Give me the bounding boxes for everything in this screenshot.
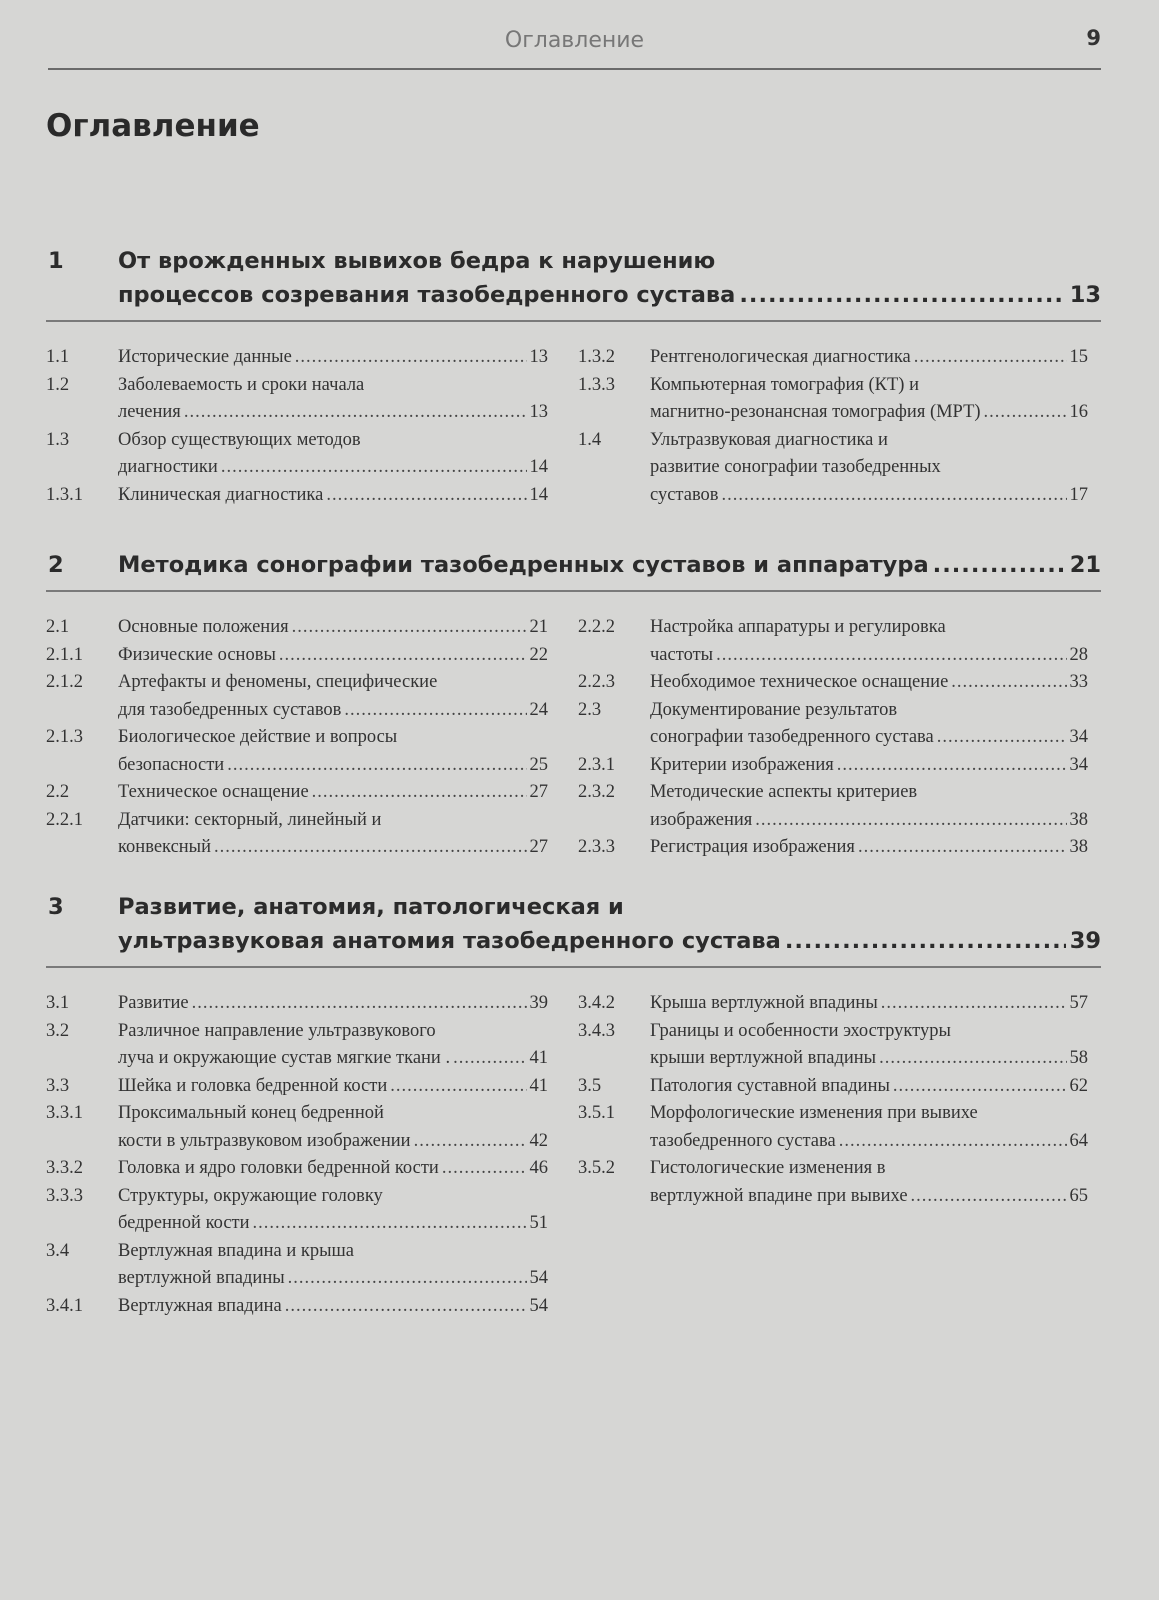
entry-title-text: Границы и особенности эхоструктуры <box>650 1020 951 1041</box>
chapter-title-line <box>118 924 1101 958</box>
entry-line <box>118 1073 548 1101</box>
entry-page: 27 <box>529 837 548 857</box>
toc-column-right <box>578 344 1088 509</box>
entry-page: 62 <box>1069 1075 1088 1096</box>
entry-body <box>118 779 548 807</box>
entry-line <box>118 372 548 400</box>
entry-number: 2.3 <box>578 699 602 720</box>
entry-title-text: Ультразвуковая диагностика и <box>650 429 888 450</box>
toc-entry[interactable] <box>46 1155 548 1183</box>
entry-body <box>118 427 548 482</box>
entry-title-text: Основные положения <box>118 617 289 637</box>
dot-leader <box>893 1073 1067 1101</box>
chapter-2 <box>46 548 1101 857</box>
entry-page: 25 <box>529 754 548 775</box>
toc-entry[interactable] <box>46 1183 548 1238</box>
entry-page: 16 <box>1069 402 1088 422</box>
toc-entry[interactable] <box>46 642 548 670</box>
toc-entry[interactable] <box>46 614 548 642</box>
entry-title-text: Структуры, окружающие головку <box>118 1185 383 1206</box>
entry-number: 3.3.3 <box>46 1185 83 1206</box>
entry-number: 1.3 <box>46 429 70 450</box>
entry-number: 2.1.1 <box>46 644 83 665</box>
entry-body <box>650 752 1088 780</box>
entry-title-text: крыши вертлужной впадины <box>650 1048 877 1068</box>
entry-number: 3.4.1 <box>46 1295 83 1316</box>
entry-number: 3.3 <box>46 1075 70 1096</box>
entry-number: 2.2.3 <box>578 672 615 692</box>
entry-title-text: частоты <box>650 644 714 665</box>
entry-title-text: лечения <box>118 402 181 422</box>
toc-entry[interactable] <box>578 614 1088 669</box>
entry-title-text: Развитие <box>118 993 189 1013</box>
entry-number: 1.3.2 <box>578 347 615 367</box>
entry-page: 54 <box>529 1268 548 1288</box>
dot-leader <box>285 1293 527 1321</box>
entry-page: 54 <box>529 1295 548 1316</box>
dot-leader <box>192 990 527 1018</box>
dot-leader <box>933 548 1066 582</box>
entry-title-text: Шейка и головка бедренной кости <box>118 1075 388 1096</box>
dot-leader <box>312 779 527 807</box>
entry-page: 17 <box>1069 484 1088 505</box>
entry-title-text: Гистологические изменения в <box>650 1158 886 1178</box>
page-number: 9 <box>1086 26 1101 50</box>
entry-title-text: тазобедренного сустава <box>650 1130 836 1151</box>
entry-body <box>650 427 1088 510</box>
entry-number: 3.4 <box>46 1240 70 1261</box>
entry-page: 39 <box>529 993 548 1013</box>
entry-number: 2.1 <box>46 617 70 637</box>
entry-line <box>650 752 1088 780</box>
chapter-page: 13 <box>1069 282 1101 308</box>
entry-line <box>118 697 548 725</box>
entry-line <box>118 1265 548 1293</box>
entry-line <box>650 1155 1088 1183</box>
entry-line <box>118 1128 548 1156</box>
entry-line <box>650 614 1088 642</box>
toc-entry[interactable] <box>578 1100 1088 1155</box>
toc-entry[interactable] <box>46 990 548 1018</box>
entry-body <box>118 990 548 1018</box>
entry-line <box>650 990 1088 1018</box>
entry-body <box>650 834 1088 862</box>
dot-leader <box>881 990 1067 1018</box>
toc-entry[interactable] <box>578 344 1088 372</box>
entry-line <box>650 482 1088 510</box>
entry-number: 3.5.1 <box>578 1103 615 1123</box>
entry-title-text: Регистрация изображения <box>650 837 855 857</box>
entry-body <box>650 697 1088 752</box>
chapter-title-text: Развитие, анатомия, патологическая и <box>118 894 624 920</box>
entry-line <box>118 482 548 510</box>
entry-number: 2.3.2 <box>578 782 615 802</box>
entry-page: 42 <box>529 1130 548 1151</box>
chapter-page: 39 <box>1069 928 1101 954</box>
entry-line <box>118 1018 548 1046</box>
dot-leader <box>292 614 527 642</box>
entry-page: 34 <box>1069 727 1088 747</box>
dot-leader <box>911 1183 1067 1211</box>
entry-number: 2.1.3 <box>46 727 83 747</box>
chapter-title-text: процессов созревания тазобедренного сустава <box>118 282 736 308</box>
dot-leader <box>722 482 1067 510</box>
toc-entry[interactable] <box>46 482 548 510</box>
chapter-title-text: ультразвуковая анатомия тазобедренного сустава <box>118 928 781 954</box>
dot-leader <box>214 834 526 862</box>
entry-line <box>118 1100 548 1128</box>
entry-page: 33 <box>1069 672 1088 692</box>
entry-body <box>118 807 548 862</box>
chapter-number: 2 <box>48 552 64 578</box>
entry-number: 1.3.3 <box>578 374 615 395</box>
entry-title-text: Исторические данные <box>118 347 292 367</box>
entry-title-text: Методические аспекты критериев <box>650 782 918 802</box>
entry-body <box>118 1293 548 1321</box>
entry-body <box>650 372 1088 427</box>
entry-body <box>118 482 548 510</box>
entry-title-text: Морфологические изменения при вывихе <box>650 1103 978 1123</box>
entry-line <box>650 399 1088 427</box>
entry-body <box>118 614 548 642</box>
toc-title: Оглавление <box>46 108 260 144</box>
entry-title-text: Датчики: секторный, линейный и <box>118 809 382 830</box>
dot-leader <box>184 399 527 427</box>
entry-title-text: Рентгенологическая диагностика <box>650 347 911 367</box>
entry-number: 2.3.3 <box>578 837 615 857</box>
dot-leader <box>279 642 527 670</box>
toc-entry[interactable] <box>578 1018 1088 1073</box>
chapter-title-line <box>118 278 1101 312</box>
entry-number: 3.5 <box>578 1075 602 1096</box>
entry-body <box>118 1018 548 1073</box>
dot-leader <box>390 1073 526 1101</box>
dot-leader <box>839 1128 1067 1156</box>
running-head-title: Оглавление <box>504 28 645 53</box>
entry-page: 28 <box>1069 644 1088 665</box>
chapter-page: 21 <box>1069 552 1101 578</box>
entry-body <box>650 990 1088 1018</box>
entry-line <box>118 669 548 697</box>
entry-page: 38 <box>1069 837 1088 857</box>
chapter-number: 3 <box>48 894 64 920</box>
toc-entry[interactable] <box>578 990 1088 1018</box>
entry-body <box>118 1100 548 1155</box>
toc-column-left <box>46 344 548 509</box>
entry-number: 1.4 <box>578 429 602 450</box>
entry-body <box>118 1073 548 1101</box>
entry-body <box>650 614 1088 669</box>
entry-line <box>118 1238 548 1266</box>
entry-title-text: кости в ультразвуковом изображении <box>118 1130 411 1151</box>
chapter-title-line <box>118 244 1101 278</box>
entry-line <box>650 1045 1088 1073</box>
entry-body <box>118 372 548 427</box>
entry-line <box>118 724 548 752</box>
entry-body <box>118 344 548 372</box>
entry-line <box>650 724 1088 752</box>
dot-leader <box>288 1265 527 1293</box>
entry-line <box>118 834 548 862</box>
toc-entry[interactable] <box>46 1073 548 1101</box>
dot-leader <box>326 482 526 510</box>
toc-entry[interactable] <box>46 807 548 862</box>
entry-body <box>650 669 1088 697</box>
entry-title-text: Различное направление ультразвукового <box>118 1020 436 1041</box>
entry-line <box>650 427 1088 455</box>
chapter-heading <box>46 548 1101 592</box>
toc-entry[interactable] <box>46 344 548 372</box>
toc-entry[interactable] <box>46 1018 548 1073</box>
dot-leader <box>716 642 1066 670</box>
dot-leader <box>755 807 1066 835</box>
running-head <box>48 22 1101 70</box>
entry-line <box>118 454 548 482</box>
chapter-1 <box>46 244 1101 505</box>
entry-title-text: Необходимое техническое оснащение <box>650 672 949 692</box>
entry-number: 2.1.2 <box>46 672 83 692</box>
entry-title-text: магнитно-резонансная томография (МРТ) <box>650 402 981 422</box>
entry-title-text: Техническое оснащение <box>118 782 309 802</box>
entry-line <box>650 1100 1088 1128</box>
toc-entry[interactable] <box>46 779 548 807</box>
entry-title-text: Компьютерная томография (КТ) и <box>650 374 919 395</box>
entry-line <box>118 399 548 427</box>
entry-line <box>650 807 1088 835</box>
entry-page: 58 <box>1069 1048 1088 1068</box>
dot-leader <box>253 1210 527 1238</box>
entry-page: 41 <box>529 1075 548 1096</box>
entry-body <box>118 1155 548 1183</box>
entry-title-text: развитие сонографии тазобедренных <box>650 457 941 477</box>
toc-entry[interactable] <box>578 834 1088 862</box>
entry-page: 65 <box>1069 1185 1088 1206</box>
toc-entry[interactable] <box>46 427 548 482</box>
toc-column-right <box>578 614 1088 862</box>
entry-body <box>118 1238 548 1293</box>
entry-page: 24 <box>529 699 548 720</box>
entry-title-text: для тазобедренных суставов <box>118 699 342 720</box>
entry-title-text: Настройка аппаратуры и регулировка <box>650 617 946 637</box>
entry-title-text: Патология суставной впадины <box>650 1075 890 1096</box>
dot-leader <box>221 454 527 482</box>
dot-leader <box>453 1045 526 1073</box>
toc-entry[interactable] <box>578 752 1088 780</box>
entry-body <box>118 724 548 779</box>
entry-line <box>650 1018 1088 1046</box>
dot-leader <box>914 344 1067 372</box>
entry-title-text: диагностики <box>118 457 218 477</box>
chapter-title-text: От врожденных вывихов бедра к нарушению <box>118 248 716 274</box>
entry-body <box>650 344 1088 372</box>
entry-page: 14 <box>529 484 548 505</box>
entry-line <box>118 427 548 455</box>
dot-leader <box>837 752 1067 780</box>
entry-number: 3.4.3 <box>578 1020 615 1041</box>
entry-title-text: безопасности <box>118 754 225 775</box>
entry-line <box>118 642 548 670</box>
entry-number: 1.2 <box>46 374 70 395</box>
entry-line <box>650 372 1088 400</box>
entry-line <box>650 642 1088 670</box>
entry-line <box>650 669 1088 697</box>
toc-column-right <box>578 990 1088 1210</box>
entry-page: 41 <box>529 1048 548 1068</box>
entry-body <box>118 669 548 724</box>
entry-number: 2.2 <box>46 782 70 802</box>
entry-line <box>650 779 1088 807</box>
entry-line <box>650 1183 1088 1211</box>
entry-line <box>118 1045 548 1073</box>
entry-line <box>650 697 1088 725</box>
dot-leader <box>785 924 1066 958</box>
entry-page: 38 <box>1069 809 1088 830</box>
toc-entry[interactable] <box>578 779 1088 834</box>
entry-title-text: Документирование результатов <box>650 699 898 720</box>
dot-leader <box>414 1128 527 1156</box>
dot-leader <box>227 752 526 780</box>
entry-line <box>650 344 1088 372</box>
entry-page: 57 <box>1069 993 1088 1013</box>
toc-entry[interactable] <box>46 669 548 724</box>
toc-entry[interactable] <box>578 372 1088 427</box>
entry-page: 13 <box>529 347 548 367</box>
entry-title-text: луча и окружающие сустав мягкие ткани . <box>118 1048 451 1068</box>
dot-leader <box>984 399 1067 427</box>
entry-number: 3.4.2 <box>578 993 615 1013</box>
chapter-heading <box>46 890 1101 968</box>
entry-title-text: сонографии тазобедренного сустава <box>650 727 934 747</box>
entry-line <box>118 1293 548 1321</box>
toc-column-left <box>46 614 548 862</box>
entry-title-text: Критерии изображения <box>650 754 834 775</box>
chapter-title-line <box>118 890 1101 924</box>
entry-body <box>118 642 548 670</box>
entry-page: 15 <box>1069 347 1088 367</box>
chapter-heading <box>46 244 1101 322</box>
entry-title-text: изображения <box>650 809 753 830</box>
entry-page: 14 <box>529 457 548 477</box>
entry-title-text: конвексный <box>118 837 212 857</box>
toc-entry[interactable] <box>46 1100 548 1155</box>
entry-line <box>118 1155 548 1183</box>
entry-page: 64 <box>1069 1130 1088 1151</box>
entry-page: 27 <box>529 782 548 802</box>
entry-title-text: суставов <box>650 484 719 505</box>
entry-body <box>650 779 1088 834</box>
entry-page: 46 <box>529 1158 548 1178</box>
entry-number: 3.5.2 <box>578 1158 615 1178</box>
entry-page: 22 <box>529 644 548 665</box>
entry-title-text: Биологическое действие и вопросы <box>118 727 398 747</box>
entry-title-text: Головка и ядро головки бедренной кости <box>118 1158 439 1178</box>
entry-line <box>650 834 1088 862</box>
dot-leader <box>295 344 527 372</box>
chapter-title-text: Методика сонографии тазобедренных суставов и аппаратура <box>118 552 929 578</box>
entry-number: 2.2.2 <box>578 617 615 637</box>
chapter-number: 1 <box>48 248 64 274</box>
entry-body <box>650 1018 1088 1073</box>
dot-leader <box>951 669 1066 697</box>
chapter-3 <box>46 890 1101 1316</box>
entry-number: 3.1 <box>46 993 70 1013</box>
entry-line <box>118 614 548 642</box>
entry-number: 3.3.1 <box>46 1103 83 1123</box>
entry-page: 34 <box>1069 754 1088 775</box>
entry-number: 2.3.1 <box>578 754 615 775</box>
dot-leader <box>344 697 526 725</box>
entry-page: 13 <box>529 402 548 422</box>
entry-body <box>650 1073 1088 1101</box>
entry-number: 3.3.2 <box>46 1158 83 1178</box>
entry-number: 1.3.1 <box>46 484 83 505</box>
entry-title-text: Физические основы <box>118 644 276 665</box>
entry-page: 21 <box>529 617 548 637</box>
toc-entry[interactable] <box>578 669 1088 697</box>
entry-title-text: Вертлужная впадина <box>118 1295 282 1316</box>
entry-number: 2.2.1 <box>46 809 83 830</box>
entry-line <box>650 1128 1088 1156</box>
entry-title-text: Артефакты и феномены, специфические <box>118 672 438 692</box>
dot-leader <box>937 724 1067 752</box>
toc-entry[interactable] <box>46 724 548 779</box>
entry-line <box>650 1073 1088 1101</box>
entry-title-text: вертлужной впадине при вывихе <box>650 1185 908 1206</box>
toc-entry[interactable] <box>578 1155 1088 1210</box>
entry-title-text: Крыша вертлужной впадины <box>650 993 878 1013</box>
entry-number: 1.1 <box>46 347 70 367</box>
toc-entry[interactable] <box>46 372 548 427</box>
dot-leader <box>879 1045 1066 1073</box>
toc-entry[interactable] <box>46 1293 548 1321</box>
dot-leader <box>858 834 1067 862</box>
entry-body <box>650 1155 1088 1210</box>
entry-line <box>650 454 1088 482</box>
entry-number: 3.2 <box>46 1020 70 1041</box>
toc-entry[interactable] <box>578 427 1088 510</box>
entry-line <box>118 779 548 807</box>
entry-line <box>118 344 548 372</box>
dot-leader <box>739 278 1065 312</box>
entry-page: 51 <box>529 1213 548 1233</box>
chapter-title-line <box>118 548 1101 582</box>
toc-entry[interactable] <box>578 1073 1088 1101</box>
toc-entry[interactable] <box>578 697 1088 752</box>
entry-line <box>118 990 548 1018</box>
entry-line <box>118 752 548 780</box>
entry-body <box>650 1100 1088 1155</box>
entry-title-text: Клиническая диагностика <box>118 484 324 505</box>
entry-line <box>118 1210 548 1238</box>
entry-title-text: Проксимальный конец бедренной <box>118 1103 384 1123</box>
toc-column-left <box>46 990 548 1320</box>
entry-line <box>118 1183 548 1211</box>
entry-title-text: Вертлужная впадина и крыша <box>118 1240 354 1261</box>
dot-leader <box>442 1155 527 1183</box>
entry-body <box>118 1183 548 1238</box>
entry-title-text: Обзор существующих методов <box>118 429 361 450</box>
entry-line <box>118 807 548 835</box>
entry-title-text: Заболеваемость и сроки начала <box>118 374 365 395</box>
toc-entry[interactable] <box>46 1238 548 1293</box>
entry-title-text: вертлужной впадины <box>118 1268 285 1288</box>
entry-title-text: бедренной кости <box>118 1213 250 1233</box>
